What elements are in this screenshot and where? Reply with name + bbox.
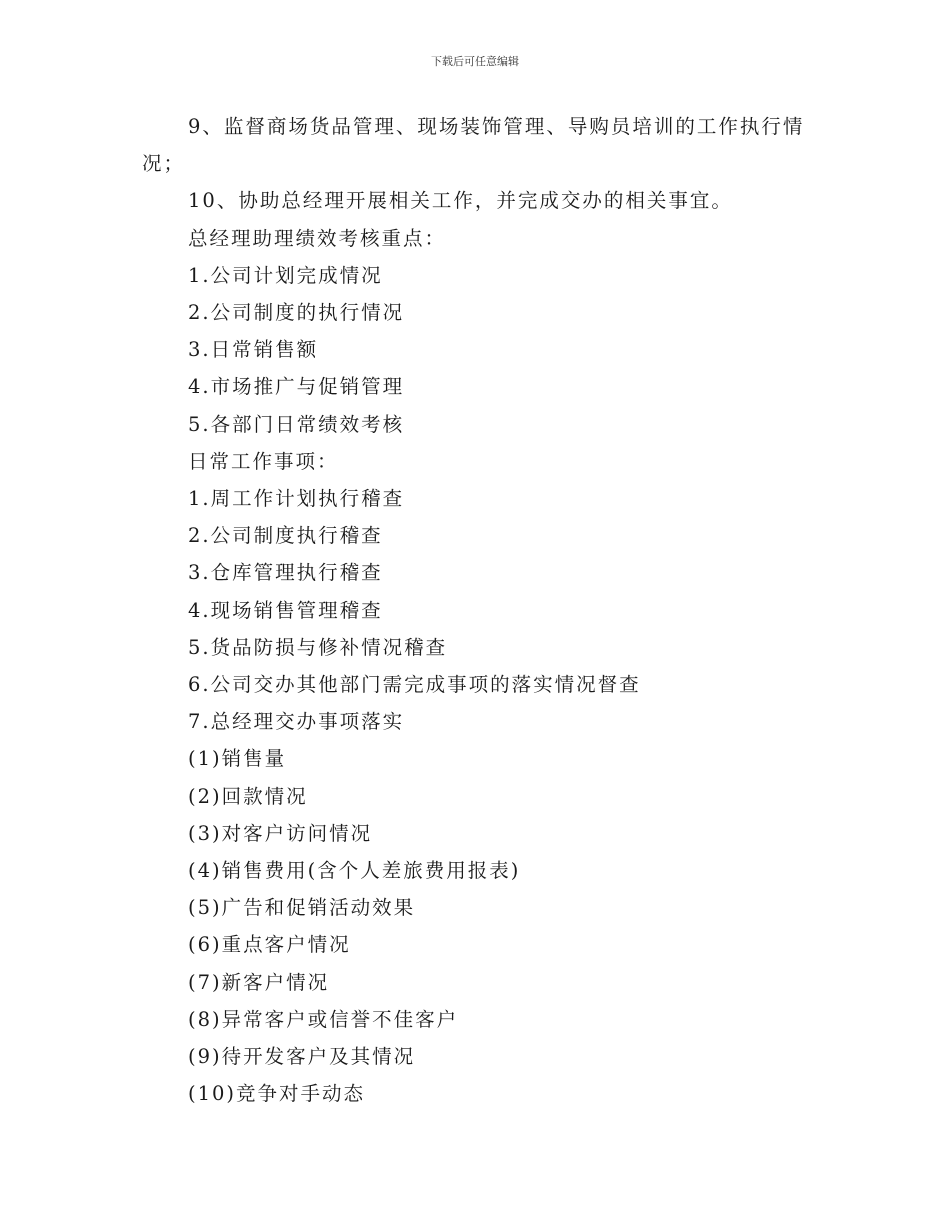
paragraph-item-10: 10、协助总经理开展相关工作，并完成交办的相关事宜。: [188, 189, 733, 213]
daily-list-item: 3.仓库管理执行稽查: [188, 561, 383, 585]
sub-list-item: (6)重点客户情况: [188, 933, 351, 957]
daily-list-item: 6.公司交办其他部门需完成事项的落实情况督查: [188, 673, 641, 697]
paragraph-item-9: 9、监督商场货品管理、现场装饰管理、导购员培训的工作执行情况；: [142, 115, 805, 176]
perf-list-item: 2.公司制度的执行情况: [188, 301, 405, 325]
sub-list-item: (4)销售费用(含个人差旅费用报表): [188, 859, 521, 883]
document-body: [142, 108, 822, 1112]
section-title-performance: 总经理助理绩效考核重点：: [188, 226, 447, 250]
sub-list-item: (9)待开发客户及其情况: [188, 1045, 416, 1069]
sub-list-item: (10)竞争对手动态: [188, 1082, 366, 1106]
section-title-daily: 日常工作事项：: [188, 449, 339, 473]
page-header: 下载后可任意编辑: [431, 55, 519, 68]
sub-list-item: (3)对客户访问情况: [188, 821, 373, 845]
perf-list-item: 4.市场推广与促销管理: [188, 375, 405, 399]
sub-list-item: (1)销售量: [188, 747, 287, 771]
daily-list-item: 4.现场销售管理稽查: [188, 598, 383, 622]
daily-list-item: 2.公司制度执行稽查: [188, 524, 383, 548]
sub-list-item: (8)异常客户或信誉不佳客户: [188, 1007, 459, 1031]
perf-list-item: 5.各部门日常绩效考核: [188, 412, 405, 436]
daily-list-item: 5.货品防损与修补情况稽查: [188, 635, 448, 659]
sub-list-item: (7)新客户情况: [188, 970, 330, 994]
sub-list-item: (5)广告和促销活动效果: [188, 896, 416, 920]
daily-list-item: 1.周工作计划执行稽查: [188, 487, 405, 511]
perf-list-item: 3.日常销售额: [188, 338, 319, 362]
perf-list-item: 1.公司计划完成情况: [188, 263, 383, 287]
daily-list-item: 7.总经理交办事项落实: [188, 710, 405, 734]
sub-list-item: (2)回款情况: [188, 784, 308, 808]
